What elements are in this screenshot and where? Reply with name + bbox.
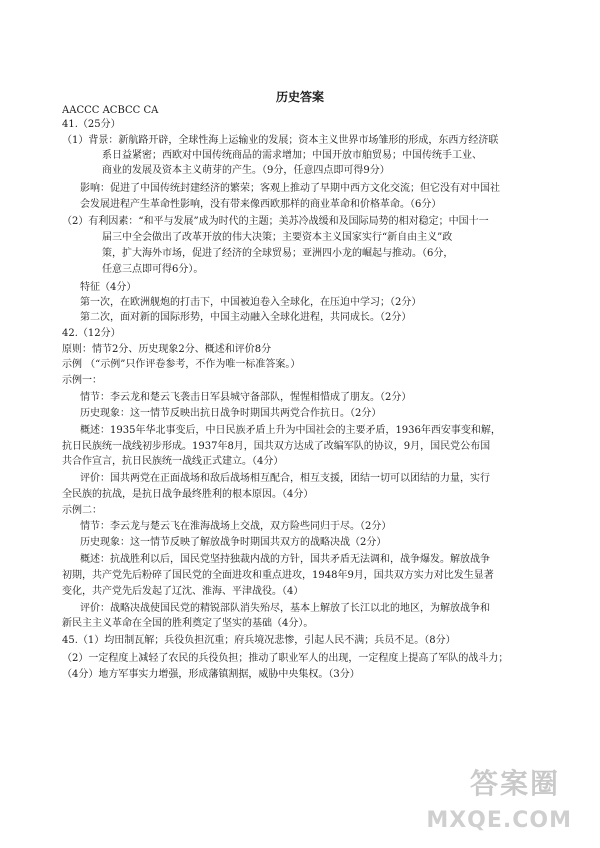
answer-line: 抗日民族统一战线初步形成。1937年8月，国共双方达成了改编军队的协议，9月，国民党公布国 [62,441,491,452]
answer-line: 变化，共产党先后发起了辽沈、淮海、平津战役。（4） [62,586,304,597]
answer-line: 41.（25分） [62,119,121,130]
page-title: 历史答案 [275,90,324,104]
answer-line: 初期，共产党先后粉碎了国民党的全面进攻和重点进攻，1948年9月，国共双方实力对比发生显著 [62,570,494,581]
answer-line: 历史现象：这一情节反映了解放战争时期国共双方的战略决战（2分） [80,537,387,548]
watermark-url: MXQE.COM [426,808,572,833]
answer-line: （2）有利因素：“和平与发展”成为时代的主题；美苏冷战缓和及国际局势的相对稳定；中国十一 [62,216,489,227]
answer-line: 任意三点即可得6分）。 [102,264,204,275]
answer-line: 共合作宣言，抗日民族统一战线正式建立。（4分） [62,456,284,467]
answer-line: （4分）地方军事实力增强，形成藩镇割据，威胁中央集权。（3分） [62,669,360,680]
answer-line: 全民族的抗战，是抗日战争最终胜利的根本原因。（4分） [62,489,314,500]
watermark-logo: 答案圈 [469,767,560,800]
answer-line: （1）背景：新航路开辟，全球性海上运输业的发展；资本主义世界市场雏形的形成，东西方经济联 [62,135,499,146]
answer-line: 商业的发展及资本主义萌芽的产生。（9分，任意四点即可得9分） [102,165,390,176]
answer-line: 届三中全会做出了改革开放的伟大决策；主要资本主义国家实行“新自由主义”政 [102,232,453,243]
answer-line: 第一次，在欧洲舰炮的打击下，中国被迫卷入全球化，在压迫中学习；（2分） [80,297,422,308]
answer-line: 评价：战略决战使国民党的精锐部队消失殆尽，基本上解放了长江以北的地区，为解放战争和 [80,603,490,614]
answer-line: 会发展进程产生革命性影响，没有带来像西欧那样的商业革命和价格革命。（6分） [80,199,442,210]
answer-line: 策，扩大海外市场，促进了经济的全球贸易；亚洲四小龙的崛起与推动。（6分， [102,248,454,259]
answer-line: 情节：李云龙与楚云飞在淮海战场上交战，双方险些同归于尽。（2分） [80,521,392,532]
answer-line: 影响：促进了中国传统封建经济的繁荣；客观上推动了早期中西方文化交流；但它没有对中国社 [80,183,500,194]
answer-line: （2）一定程度上减轻了农民的兵役负担；推动了职业军人的出现，一定程度上提高了军队的战斗力； [62,653,509,664]
answer-line: 历史现象：这一情节反映出抗日战争时期国共两党合作抗日。（2分） [80,408,382,419]
answer-line: 原则：情节2分、历史现象2分、概述和评价8分 [62,344,272,355]
answer-line: 新民主主义革命在全国的胜利奠定了坚实的基础（4分）。 [62,618,314,629]
answer-line: AACCC ACBCC CA [62,105,159,116]
answer-line: 概述：1935年华北事变后，中日民族矛盾上升为中国社会的主要矛盾，1936年西安事变和解， [80,425,501,436]
answer-line: 情节：李云龙和楚云飞袭击日军县城守备部队，惺惺相惜成了朋友。（2分） [80,392,412,403]
answer-line: 特征（4分） [80,282,137,293]
answer-line: 概述：抗战胜利以后，国民党坚持独裁内战的方针，国共矛盾无法调和，战争爆发。解放战争 [80,554,490,565]
answer-line: 系日益紧密；西欧对中国传统商品的需求增加；中国开放市舶贸易；中国传统手工业、 [102,150,482,161]
answer-line: 第二次，面对新的国际形势，中国主动融入全球化进程，共同成长。（2分） [80,312,412,323]
answer-line: 评价：国共两党在正面战场和敌后战场相互配合，相互支援，团结一切可以团结的力量，实行 [80,473,490,484]
answer-line: 示例二： [62,505,102,516]
answer-line: 示例一： [62,375,102,386]
answer-line: 45.（1）均田制瓦解；兵役负担沉重；府兵境况悲惨，引起人民不满；兵员不足。（8分） [62,635,456,646]
answer-line: 42.（12分） [62,328,121,339]
answer-line: 示例 （“示例”只作评卷参考，不作为唯一标准答案。） [62,359,301,370]
